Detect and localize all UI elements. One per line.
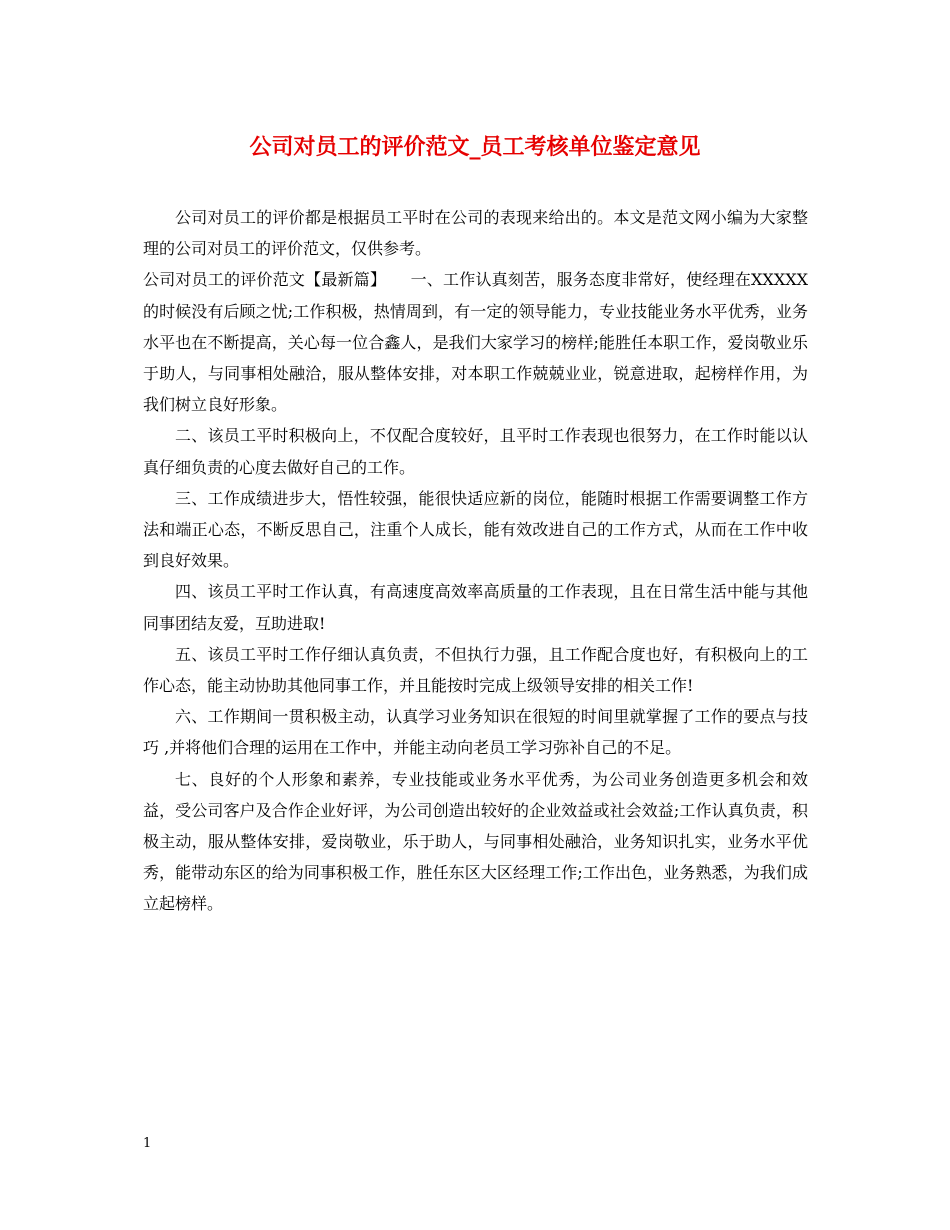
- paragraph-item-1: 公司对员工的评价范文【最新篇】 一、工作认真刻苦，服务态度非常好，使经理在XXXXX的时候没有后顾之忧;工作积极，热情周到，有一定的领导能力，专业技能业务水平优秀，业务水平也在不断提高，关心每一位合鑫人，是我们大家学习的榜样;能胜任本职工作，爱岗敬业乐于助人，与同事相处融洽，服从整体安排，对本职工作兢兢业业，锐意进取，起榜样作用，为我们树立良好形象。: [143, 270, 808, 415]
- paragraph-item-4: 四、该员工平时工作认真，有高速度高效率高质量的工作表现，且在日常生活中能与其他同事团结友爱，互助进取!: [143, 582, 808, 633]
- paragraph-item-5: 五、该员工平时工作仔细认真负责，不但执行力强，且工作配合度也好，有积极向上的工作心态，能主动协助其他同事工作，并且能按时完成上级领导安排的相关工作!: [143, 644, 808, 696]
- page-number: 1: [143, 1136, 152, 1151]
- document-title: 公司对员工的评价范文_员工考核单位鉴定意见: [249, 135, 701, 160]
- document-body: [143, 202, 808, 920]
- paragraph-item-3: 三、工作成绩进步大，悟性较强，能很快适应新的岗位，能随时根据工作需要调整工作方法和端正心态，不断反思自己，注重个人成长，能有效改进自己的工作方式，从而在工作中收到良好效果。: [143, 488, 808, 571]
- paragraph-item-2: 二、该员工平时积极向上，不仅配合度较好，且平时工作表现也很努力，在工作时能以认真仔细负责的心度去做好自己的工作。: [143, 426, 808, 477]
- paragraph-intro: 公司对员工的评价都是根据员工平时在公司的表现来给出的。本文是范文网小编为大家整理的公司对员工的评价范文，仅供参考。: [143, 208, 808, 259]
- paragraph-item-7: 七、良好的个人形象和素养，专业技能或业务水平优秀，为公司业务创造更多机会和效益，受公司客户及合作企业好评，为公司创造出较好的企业效益或社会效益;工作认真负责，积极主动，服从整体安排，爱岗敬业，乐于助人，与同事相处融洽，业务知识扎实，业务水平优秀，能带动东区的给为同事积极工作，胜任东区大区经理工作;工作出色，业务熟悉，为我们成立起榜样。: [143, 769, 808, 914]
- paragraph-item-6: 六、工作期间一贯积极主动，认真学习业务知识在很短的时间里就掌握了工作的要点与技巧 ,并将他们合理的运用在工作中，并能主动向老员工学习弥补自己的不足。: [143, 707, 808, 758]
